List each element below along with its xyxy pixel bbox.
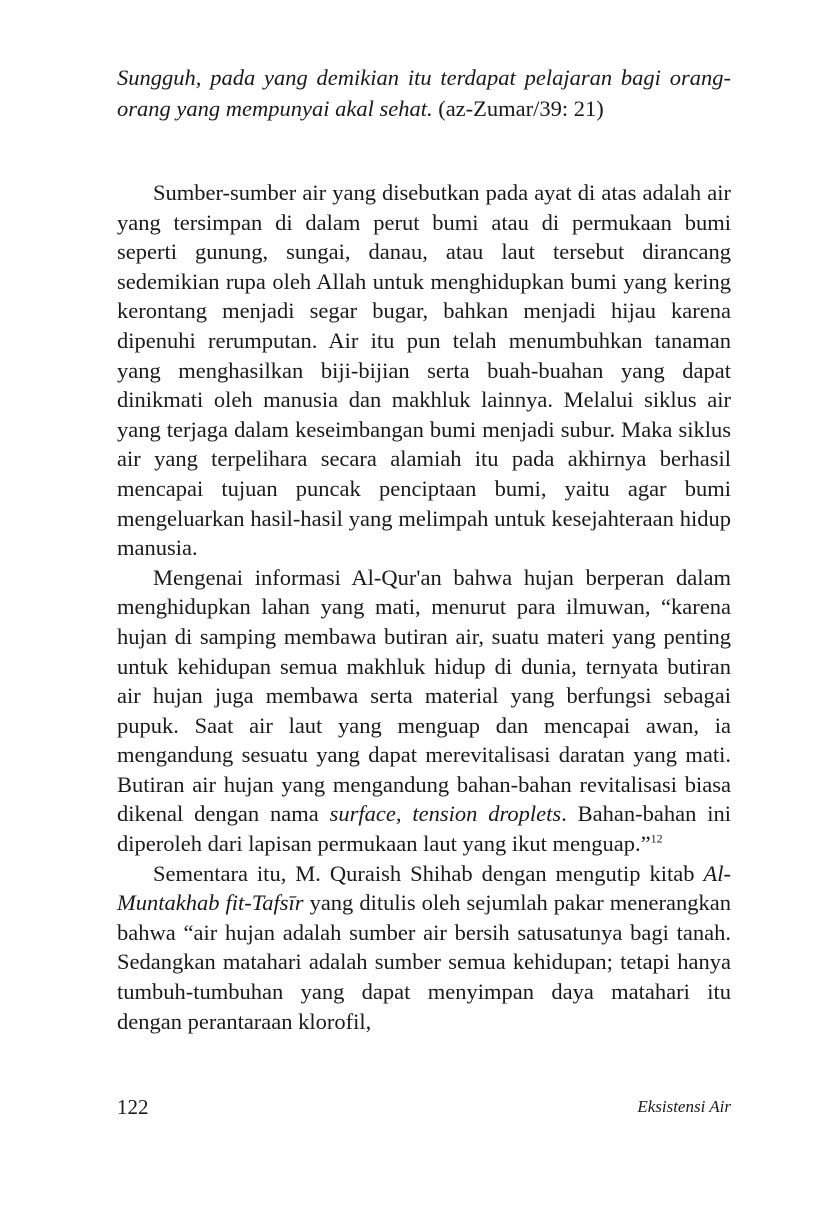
- page-footer: [117, 1095, 731, 1121]
- quranic-quote: [117, 62, 731, 124]
- paragraph-2-term: surface, tension droplets: [329, 801, 562, 827]
- page-content: [117, 62, 731, 1036]
- paragraph-2: [117, 563, 731, 859]
- body-text: [117, 178, 731, 1036]
- quote-translation: Sungguh, pada yang demikian itu terdapat pelajaran bagi orang-orang yang mempunyai akal sehat.: [117, 65, 731, 121]
- paragraph-1: Sumber-sumber air yang disebutkan pada ayat di atas adalah air yang tersimpan di dalam perut bumi atau di permukaan bumi seperti gunung, sungai, danau, atau laut tersebut dirancang sedemikian rupa oleh Allah untuk menghidupkan bumi yang kering kerontang menjadi segar bugar, bahkan menjadi hijau karena dipenuhi rerumputan. Air itu pun telah menumbuhkan tanaman yang menghasilkan biji-bijian serta buah-buahan yang dapat dinikmati oleh manusia dan makhluk lainnya. Melalui siklus air yang terjaga dalam keseimbangan bumi menjadi subur. Maka siklus air yang terpelihara secara alamiah itu pada akhirnya berhasil mencapai tujuan puncak penciptaan bumi, yaitu agar bumi mengeluarkan hasil-hasil yang melimpah untuk kesejahteraan hidup manusia.: [117, 180, 731, 561]
- paragraph-2-text-b: . Bahan-bahan ini diperoleh dari lapisan permukaan laut yang ikut menguap.”: [117, 801, 731, 857]
- quote-citation: (az-Zumar/39: 21): [438, 96, 604, 121]
- running-title: Eksistensi Air: [637, 1097, 731, 1116]
- paragraph-3-text-a: Sementara itu, M. Quraish Shihab dengan mengutip kitab: [153, 860, 695, 886]
- footnote-ref-12: 12: [650, 831, 663, 846]
- paragraph-3: [117, 859, 731, 1037]
- paragraph-3-text-b: yang ditulis oleh sejumlah pakar menerangkan bahwa “air hujan adalah sumber air bersih satusatunya bagi tanah. Sedangkan matahari adalah sumber semua kehidupan; tetapi hanya tumbuh-tumbuhan yang dapat menyimpan daya matahari itu dengan perantaraan klorofil,: [117, 890, 731, 1034]
- paragraph-2-text-a: Mengenai informasi Al-Qur'an bahwa hujan berperan dalam menghidupkan lahan yang mati, menurut para ilmuwan, “karena hujan di samping membawa butiran air, suatu materi yang penting untuk kehidupan semua makhluk hidup di dunia, ternyata butiran air hujan juga membawa serta material yang berfungsi sebagai pupuk. Saat air laut yang menguap dan mencapai awan, ia mengandung sesuatu yang dapat merevitalisasi daratan yang mati. Butiran air hujan yang mengandung bahan-bahan revitalisasi biasa dikenal dengan nama: [117, 564, 731, 827]
- page-number: 122: [117, 1095, 149, 1119]
- paragraph-3-book-title: Al-Muntakhab fit-Tafsīr: [117, 860, 731, 916]
